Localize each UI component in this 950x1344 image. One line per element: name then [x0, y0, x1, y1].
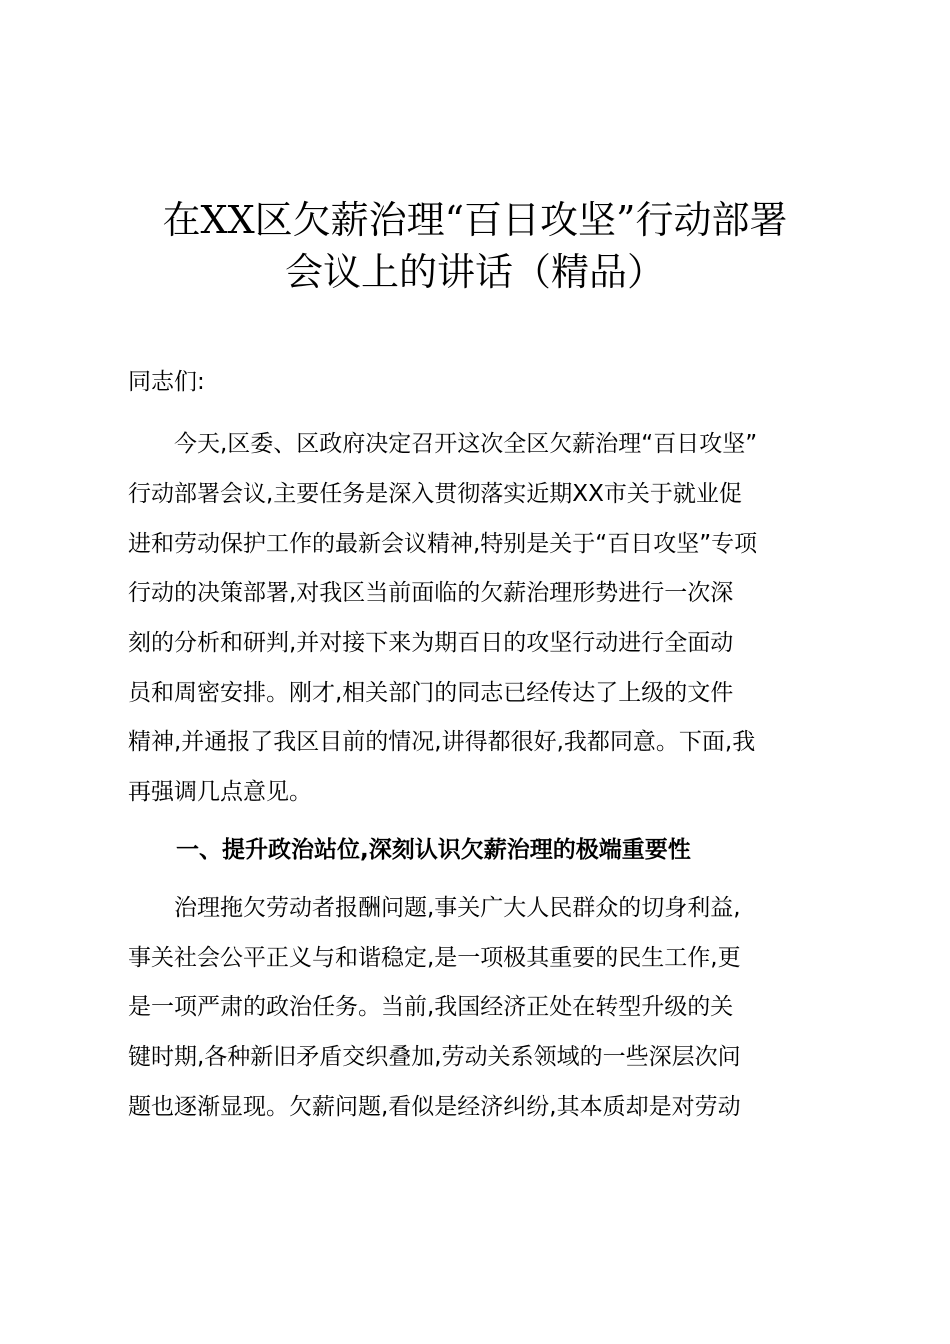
salutation: 同志们: [128, 369, 205, 395]
document-title-line-2: 会议上的讲话（精品） [284, 250, 665, 294]
paragraph-line: 今天,区委、区政府决定召开这次全区欠薪治理“百日攻坚” [128, 431, 758, 457]
paragraph-line: 题也逐渐显现。欠薪问题,看似是经济纠纷,其本质却是对劳动 [128, 1094, 741, 1120]
paragraph-line: 是一项严肃的政治任务。当前,我国经济正处在转型升级的关 [128, 994, 734, 1020]
document-title-line-1: 在XX区欠薪治理“百日攻坚”行动部署 [162, 198, 788, 242]
paragraph-line: 键时期,各种新旧矛盾交织叠加,劳动关系领域的一些深层次问 [128, 1044, 741, 1070]
paragraph-line: 事关社会公平正义与和谐稳定,是一项极其重要的民生工作,更 [128, 945, 741, 971]
paragraph-line: 进和劳动保护工作的最新会议精神,特别是关于“百日攻坚”专项 [128, 531, 758, 557]
paragraph-line: 员和周密安排。刚才,相关部门的同志已经传达了上级的文件 [128, 680, 734, 706]
paragraph-line: 治理拖欠劳动者报酬问题,事关广大人民群众的切身利益, [128, 895, 741, 921]
paragraph-line: 再强调几点意见。 [128, 779, 312, 805]
paragraph-line: 行动部署会议,主要任务是深入贯彻落实近期XX市关于就业促 [128, 481, 742, 507]
paragraph-line: 精神,并通报了我区目前的情况,讲得都很好,我都同意。下面,我 [128, 729, 756, 755]
paragraph-line: 行动的决策部署,对我区当前面临的欠薪治理形势进行一次深 [128, 580, 734, 606]
section-heading-1: 一、提升政治站位,深刻认识欠薪治理的极端重要性 [176, 837, 691, 863]
paragraph-line: 刻的分析和研判,并对接下来为期百日的攻坚行动进行全面动 [128, 630, 734, 656]
